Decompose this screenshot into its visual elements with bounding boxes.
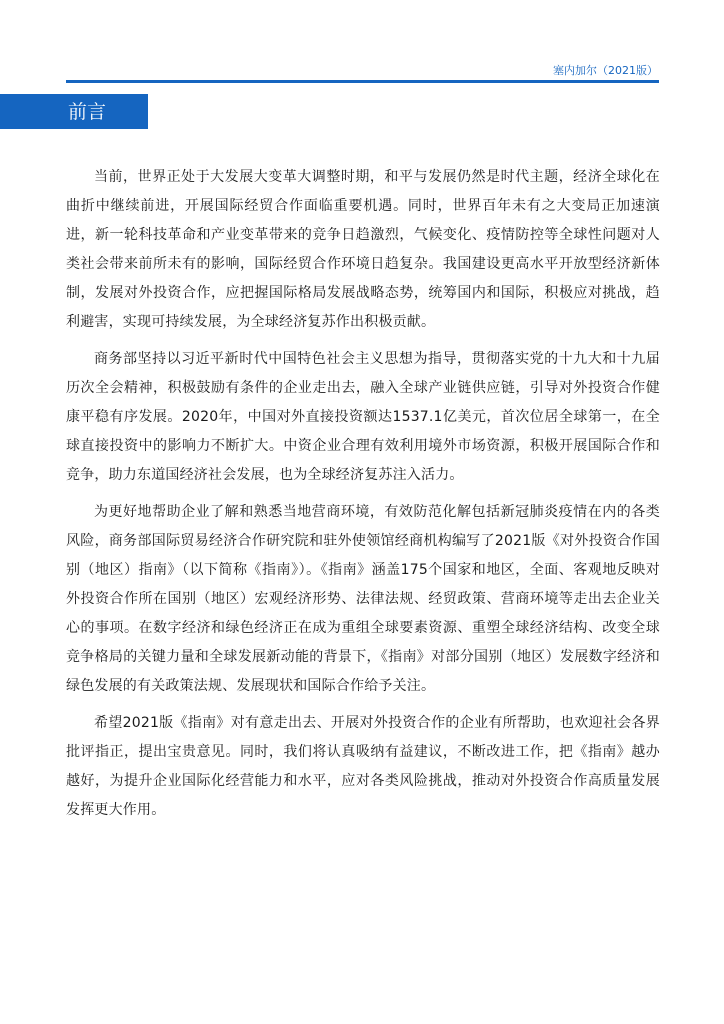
paragraph-3: 为更好地帮助企业了解和熟悉当地营商环境，有效防范化解包括新冠肺炎疫情在内的各类风险，商务部国际贸易经济合作研究院和驻外使领馆经商机构编写了2021版《对外投资合作国别（地区）指南》（以下简称《指南》）。《指南》涵盖175个国家和地区，全面、客观地反映对外投资合作所在国别（地区）宏观经济形势、法律法规、经贸政策、营商环境等走出去企业关心的事项。在数字经济和绿色经济正在成为重组全球要素资源、重塑全球经济结构、改变全球竞争格局的关键力量和全球发展新动能的背景下，《指南》对部分国别（地区）发展数字经济和绿色发展的有关政策法规、发展现状和国际合作给予关注。 [66, 504, 660, 694]
running-header-title: 塞内加尔（2021版） [553, 64, 658, 77]
header-rule [66, 80, 659, 83]
section-title: 前言 [68, 101, 107, 123]
paragraph-1: 当前，世界正处于大发展大变革大调整时期，和平与发展仍然是时代主题，经济全球化在曲折中继续前进，开展国际经贸合作面临重要机遇。同时，世界百年未有之大变局正加速演进，新一轮科技革命和产业变革带来的竞争日趋激烈，气候变化、疫情防控等全球性问题对人类社会带来前所未有的影响，国际经贸合作环境日趋复杂。我国建设更高水平开放型经济新体制，发展对外投资合作，应把握国际格局发展战略态势，统筹国内和国际，积极应对挑战，趋利避害，实现可持续发展，为全球经济复苏作出积极贡献。 [66, 169, 660, 330]
paragraph-4: 希望2021版《指南》对有意走出去、开展对外投资合作的企业有所帮助，也欢迎社会各界批评指正，提出宝贵意见。同时，我们将认真吸纳有益建议，不断改进工作，把《指南》越办越好，为提升企业国际化经营能力和水平，应对各类风险挑战，推动对外投资合作高质量发展发挥更大作用。 [66, 715, 660, 818]
body-text [66, 163, 660, 833]
paragraph-2: 商务部坚持以习近平新时代中国特色社会主义思想为指导，贯彻落实党的十九大和十九届历次全会精神，积极鼓励有条件的企业走出去，融入全球产业链供应链，引导对外投资合作健康平稳有序发展。2020年，中国对外直接投资额达1537.1亿美元，首次位居全球第一，在全球直接投资中的影响力不断扩大。中资企业合理有效利用境外市场资源，积极开展国际合作和竞争，助力东道国经济社会发展，也为全球经济复苏注入活力。 [66, 351, 660, 483]
